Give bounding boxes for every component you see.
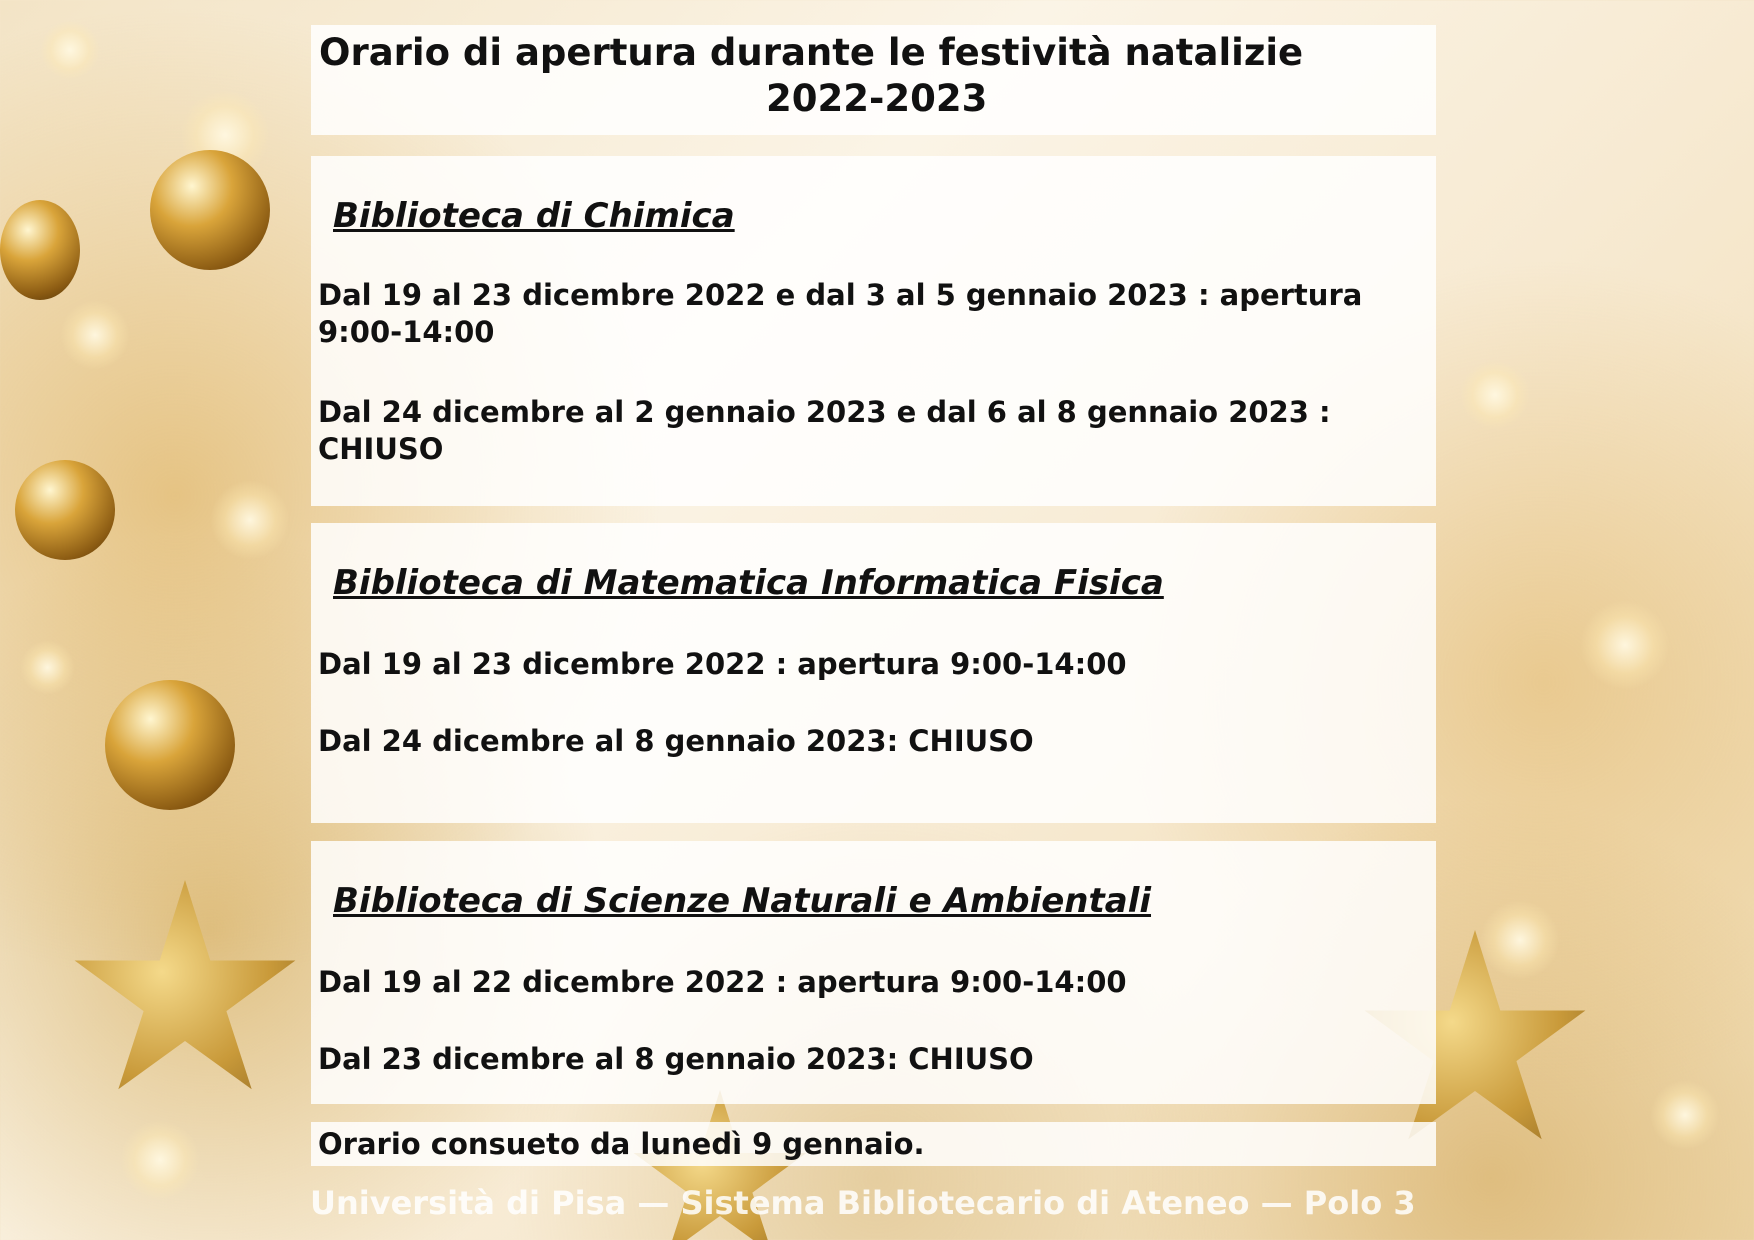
ornament-ball [0,200,80,300]
ornament-ball [150,150,270,270]
regular-hours-note: Orario consueto da lunedì 9 gennaio. [318,1127,925,1161]
footer-credit: Università di Pisa — Sistema Bibliotecario di Ateneo — Polo 3 [310,1184,1416,1222]
schedule-line: Dal 19 al 23 dicembre 2022 e dal 3 al 5 gennaio 2023 : apertura [318,278,1363,312]
schedule-line: 9:00-14:00 [318,315,495,349]
schedule-line: Dal 19 al 23 dicembre 2022 : apertura 9:00-14:00 [318,647,1127,681]
schedule-line: Dal 23 dicembre al 8 gennaio 2023: CHIUSO [318,1042,1034,1076]
gold-star-decoration [70,880,300,1110]
section-title: Biblioteca di Chimica [333,196,735,236]
schedule-line: Dal 24 dicembre al 8 gennaio 2023: CHIUSO [318,724,1034,758]
section-matematica [311,523,1436,823]
ornament-ball [105,680,235,810]
page-title-year: 2022-2023 [766,77,988,120]
section-title: Biblioteca di Scienze Naturali e Ambientali [333,881,1152,921]
schedule-line: Dal 19 al 22 dicembre 2022 : apertura 9:00-14:00 [318,965,1127,999]
schedule-line: Dal 24 dicembre al 2 gennaio 2023 e dal 6 al 8 gennaio 2023 : [318,395,1331,429]
section-title: Biblioteca di Matematica Informatica Fisica [333,563,1164,603]
title-panel [311,25,1436,135]
note-panel [311,1122,1436,1166]
ornament-ball [15,460,115,560]
page-title: Orario di apertura durante le festività natalizie [319,31,1304,74]
section-scienze-naturali [311,841,1436,1104]
schedule-line: CHIUSO [318,432,444,466]
section-chimica [311,156,1436,506]
